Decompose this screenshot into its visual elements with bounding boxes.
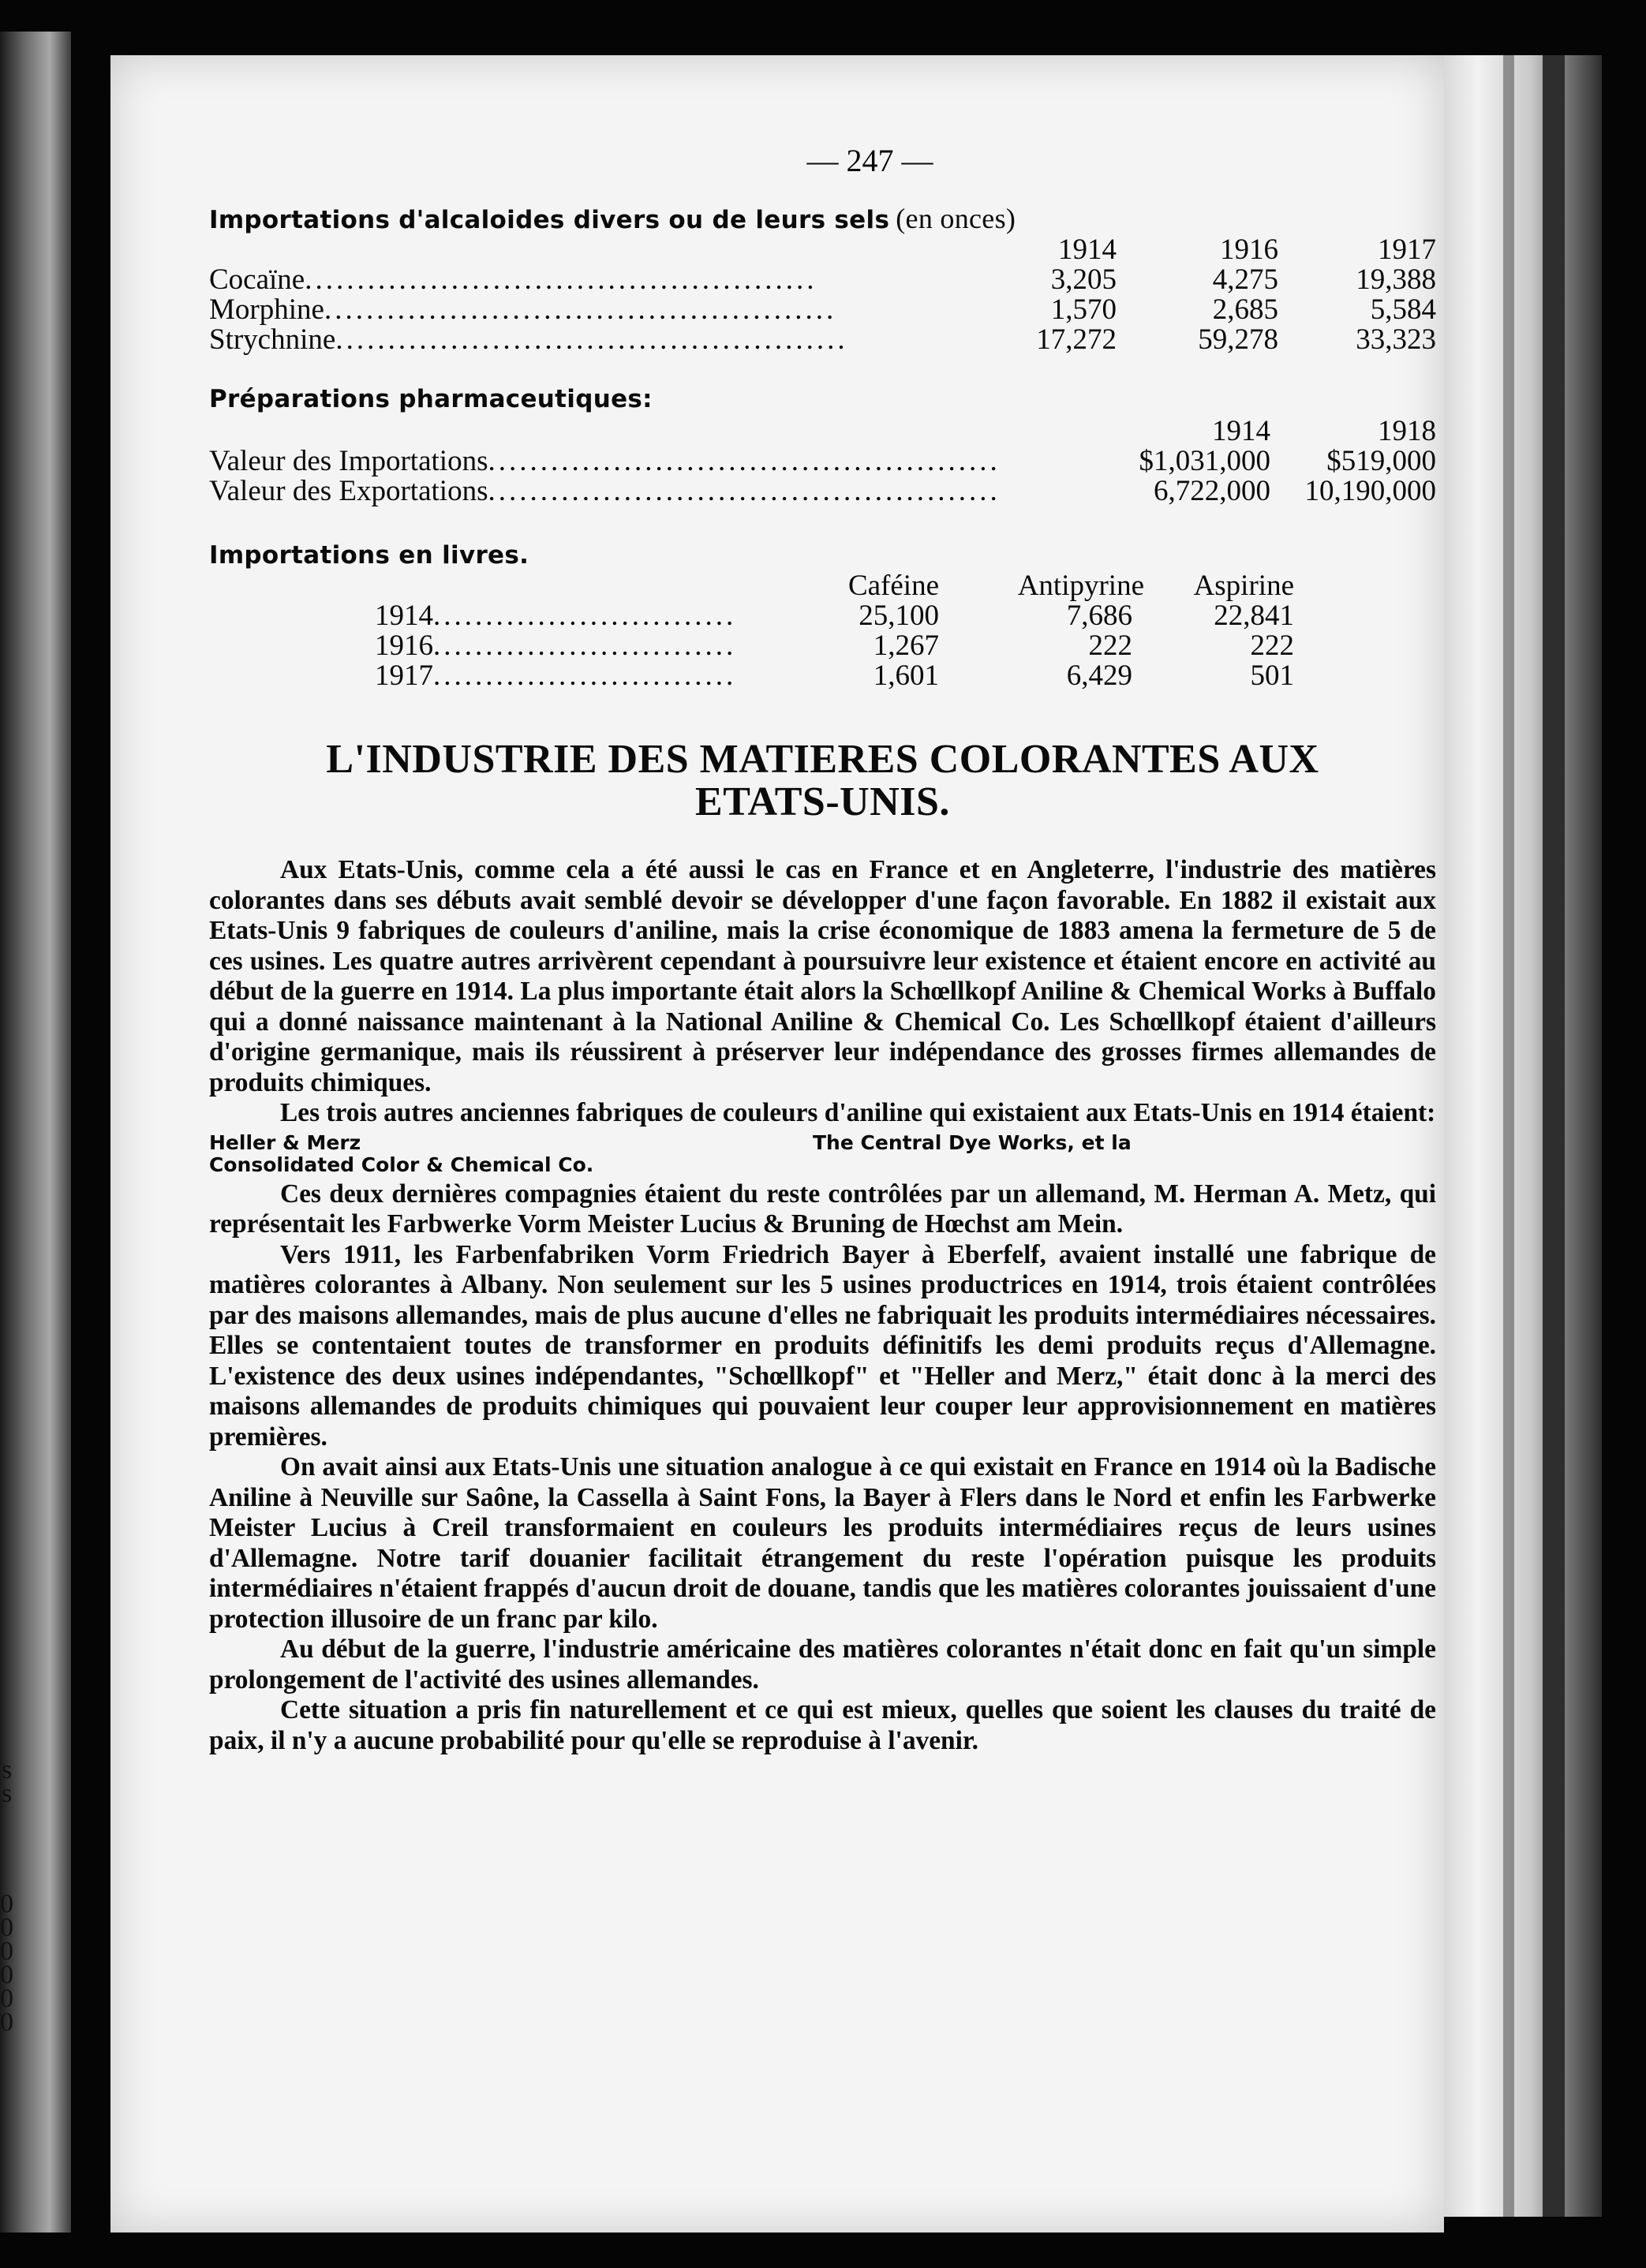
margin-char: 0 bbox=[0, 1937, 13, 1966]
table-row: Cocaïne................................................. 3,205 4,275 19,388 bbox=[209, 263, 1436, 296]
column-header: Aspirine bbox=[1193, 570, 1294, 602]
company-name: Heller & Merz bbox=[209, 1130, 361, 1154]
year-header: 1918 bbox=[1378, 415, 1436, 447]
company-name: The Central Dye Works, et la bbox=[813, 1130, 1132, 1154]
page-stack-shadow bbox=[1503, 55, 1514, 2217]
paragraph: Ces deux dernières compagnies étaient du reste contrôlées par un allemand, M. Herman A. Metz, qui représentait les Farbwerke Vorm Meister Lucius & Bruning de Hœchst am Mein. bbox=[209, 1179, 1436, 1239]
page-content bbox=[209, 142, 1436, 1756]
year-header-row bbox=[209, 417, 1436, 447]
table-row: 1916............................. 1,267 222 222 bbox=[375, 630, 1294, 662]
article-title: L'INDUSTRIE DES MATIERES COLORANTES AUX ETATS-UNIS. bbox=[326, 737, 1319, 824]
table-row: Strychnine................................................. 17,272 59,278 33,323 bbox=[209, 323, 1436, 356]
paragraph: Cette situation a pris fin naturellement et ce qui est mieux, quelles que soient les clauses du traité de paix, il n'y a aucune probabilité pour qu'elle se reproduise à l'avenir. bbox=[209, 1695, 1436, 1755]
page-stack-shadow bbox=[1543, 55, 1565, 2217]
section-title: Préparations pharmaceutiques: bbox=[209, 385, 653, 413]
margin-char: 0 bbox=[0, 1960, 13, 1990]
paragraph: On avait ainsi aux Etats-Unis une situation analogue à ce qui existait en France en 1914 où la Badische Aniline à Neuville sur Saône, la Cassella à Saint Fons, la Bayer à Flers dans le Nord et enfin les Farbwerke Meister Lucius à Creil transformaient en couleurs les produits intermédiaires reçus de leurs usines d'Allemagne. Notre tarif douanier facilitait étrangement du reste l'opération puisque les produits intermédiaires n'étaient frappés d'aucun droit de douane, tandis que les matières colorantes jouissaient d'une protection illusoire de un franc par kilo. bbox=[209, 1452, 1436, 1634]
company-name: Consolidated Color & Chemical Co. bbox=[209, 1153, 594, 1176]
margin-char: s bbox=[2, 1755, 13, 1784]
paragraph: Vers 1911, les Farbenfabriken Vorm Friedrich Bayer à Eberfelf, avaient installé une fabrique de matières colorantes à Albany. Non seulement sur les 5 usines productrices en 1914, trois étaient contrôlées par des maisons allemandes, mais de plus aucune d'elles ne fabriquait les produits intermédiaires nécessaires. Elles se contentaient toutes de transformer en produits définitifs les demi produits reçus d'Allemagne. L'existence des deux usines indépendantes, "Schœllkopf" et "Heller and Merz," était donc à la merci des maisons allemandes de produits chimiques qui pouvaient leur couper leur approvisionnement en matières premières. bbox=[209, 1239, 1436, 1452]
margin-char: 0 bbox=[0, 1889, 13, 1919]
alkaloid-imports-table bbox=[209, 202, 1436, 355]
table-row: Valeur des Exportations................................................. 6,722,000 10,190,000 bbox=[209, 475, 1436, 507]
column-header: Caféine bbox=[847, 570, 939, 602]
margin-char: 0 bbox=[0, 2008, 13, 2037]
section-title: Importations en livres. bbox=[209, 541, 529, 570]
paragraph: Au début de la guerre, l'industrie américaine des matières colorantes n'était donc en fait qu'un simple prolongement de l'activité des usines allemandes. bbox=[209, 1635, 1436, 1694]
margin-char: s bbox=[2, 1779, 13, 1808]
table-row: Morphine................................................. 1,570 2,685 5,584 bbox=[209, 293, 1436, 326]
pound-imports-table bbox=[209, 541, 1436, 691]
table-row: 1917............................. 1,601 6,429 501 bbox=[375, 659, 1294, 692]
year-header: 1914 bbox=[1058, 234, 1117, 266]
company-list bbox=[209, 1130, 1436, 1176]
pharma-table bbox=[209, 385, 1436, 506]
column-header: Antipyrine bbox=[1017, 570, 1144, 602]
year-header: 1916 bbox=[1220, 234, 1278, 266]
year-header: 1914 bbox=[1212, 415, 1270, 447]
margin-char: 0 bbox=[0, 1913, 13, 1942]
page-number: — 247 — bbox=[806, 143, 933, 178]
table-row: 1914............................. 25,100 7,686 22,841 bbox=[375, 600, 1294, 632]
year-header: 1917 bbox=[1378, 234, 1436, 266]
paragraph: Aux Etats-Unis, comme cela a été aussi le cas en France et en Angleterre, l'industrie des matières colorantes dans ses débuts avait semblé devoir se développer d'une façon favorable. En 1882 il existait aux Etats-Unis 9 fabriques de couleurs d'aniline, mais la crise économique de 1883 amena la fermeture de 5 de ces usines. Les quatre autres arrivèrent cependant à poursuivre leur existence et étaient encore en activité au début de la guerre en 1914. La plus importante était alors la Schœllkopf Aniline & Chemical Works à Buffalo qui a donné naissance maintenant à la National Aniline & Chemical Co. Les Schœllkopf étaient d'ailleurs d'origine germanique, mais ils réussirent à préserver leur indépendance des grosses firmes allemandes de produits chimiques. bbox=[209, 855, 1436, 1097]
section-title: Importations d'alcaloides divers ou de leurs sels (en onces) bbox=[209, 203, 1016, 234]
table-row: Valeur des Importations................................................. $1,031,000 $519,000 bbox=[209, 445, 1436, 477]
column-header-row bbox=[209, 571, 1436, 601]
scanned-page bbox=[110, 55, 1444, 2233]
year-header-row bbox=[209, 235, 1436, 265]
paragraph: Les trois autres anciennes fabriques de couleurs d'aniline qui existaient aux Etats-Unis en 1914 étaient: bbox=[280, 1098, 1436, 1127]
margin-char: 0 bbox=[0, 1984, 13, 2013]
